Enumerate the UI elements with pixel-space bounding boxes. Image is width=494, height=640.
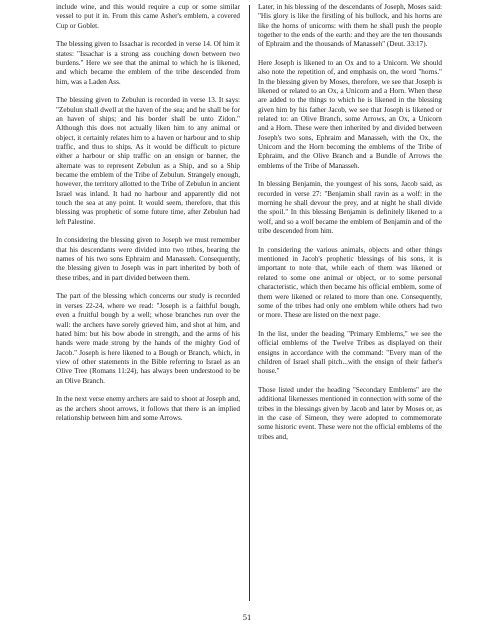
- page-frame: [56, 3, 448, 607]
- paragraph: The blessing given to Issachar is recorded in verse 14. Of him it states: "Issachar is a strong ass couching down between two burdens." Here we see that the animal to which he is likened, and which became the emblem of the tribe descended from him, was a Laden Ass.: [56, 40, 240, 86]
- paragraph: Later, in his blessing of the descendants of Joseph, Moses said: "His glory is like the firstling of his bullock, and his horns are like the horns of unicorns: with them he shall push the people together to the ends of the earth: and they are the ten thousands of Ephraim and the thousands of Manasseh" (Deut. 33:17).: [258, 3, 442, 49]
- right-column: [258, 3, 442, 451]
- paragraph: The part of the blessing which concerns our study is recorded in verses 22-24, where we read: "Joseph is a faithful bough, even a fruitful bough by a well; whose branches run over the wall: the archers have sorely grieved him, and shot at him, and hated him: but his bow abode in strength, and the arms of his hands were made strong by the hands of the mighty God of Jacob." Joseph is here likened to a Bough or Branch, which, in view of other statements in the Bible referring to Israel as an Olive Tree (Romans 11:24), has always been understood to be an Olive Branch.: [56, 292, 240, 385]
- paragraph: In blessing Benjamin, the youngest of his sons, Jacob said, as recorded in verse 27: "Benjamin shall ravin as a wolf: in the morning he shall devour the prey, and at night he shall divide the spoil." In this blessing Benjamin is definitely likened to a wolf, and so a wolf became the emblem of Benjamin and of the tribe descended from him.: [258, 180, 442, 236]
- column-divider: [249, 5, 250, 601]
- paragraph: In considering the various animals, objects and other things mentioned in Jacob's prophetic blessings of his sons, it is important to note that, while each of them was likened or related to some one animal or object, or to some personal characteristic, which then became his official emblem, some of them were likened or related to more than one. Consequently, some of the tribes had only one emblem while others had two or more. These are listed on the next page.: [258, 245, 442, 320]
- paragraph: Those listed under the heading "Secondary Emblems" are the additional likenesses mentioned in connection with some of the tribes in the blessings given by Jacob and later by Moses or, as in the case of Simeon, they were adopted to commemorate some historic event. These were not the official emblems of the tribes and,: [258, 385, 442, 441]
- paragraph: include wine, and this would require a cup or some similar vessel to put it in. From this came Asher's emblem, a covered Cup or Goblet.: [56, 3, 240, 30]
- left-column: [56, 3, 240, 433]
- paragraph: Here Joseph is likened to an Ox and to a Unicorn. We should also note the repetition of, and emphasis on, the word "horns." In the blessing given by Moses, therefore, we see that Joseph is likened or related to an Ox, a Unicorn and a Horn. When these are added to the things to which he is likened in the blessing given him by his father Jacob, we see that Joseph is likened or related to: an Olive Branch, some Arrows, an Ox, a Unicorn and a Horn. These were then inherited by and divided between Joseph's two sons, Ephraim and Manasseh, with the Ox, the Unicorn and the Horn becoming the emblems of the Tribe of Ephraim, and the Olive Branch and a Bundle of Arrows the emblems of the Tribe of Manasseh.: [258, 59, 442, 170]
- paragraph: The blessing given to Zebulun is recorded in verse 13. It says: "Zebulun shall dwell at the haven of the sea; and he shall be for an haven of ships; and his border shall be unto Zidon." Although this does not actually liken him to any animal or object, it certainly relates him to a haven or harbour and to ship traffic, and thus to ships. As it would be difficult to picture either a harbour or ship traffic on an ensign or banner, the alternate was to represent Zebulun as a Ship, and so a Ship became the emblem of the Tribe of Zebulun. Strangely enough, however, the territory allotted to the Tribe of Zebulun in ancient Israel was inland. It had no harbour and apparently did not touch the sea at any point. It would seem, therefore, that this blessing was prophetic of some future time, after Zebulun had left Palestine.: [56, 96, 240, 226]
- paragraph: In the next verse enemy archers are said to shoot at Joseph and, as the archers shoot arrows, it follows that there is an implied relationship between him and some Arrows.: [56, 395, 240, 422]
- paragraph: In considering the blessing given to Joseph we must remember that his descendants were divided into two tribes, bearing the names of his two sons Ephraim and Manasseh. Consequently, the blessing given to Joseph was in part inherited by both of these tribes, and in part divided between them.: [56, 236, 240, 282]
- page-number: 51: [242, 612, 252, 622]
- paragraph: In the list, under the heading "Primary Emblems," we see the official emblems of the Twelve Tribes as displayed on their ensigns in accordance with the command: "Every man of the children of Israel shall pitch...with the ensign of their father's house.": [258, 329, 442, 376]
